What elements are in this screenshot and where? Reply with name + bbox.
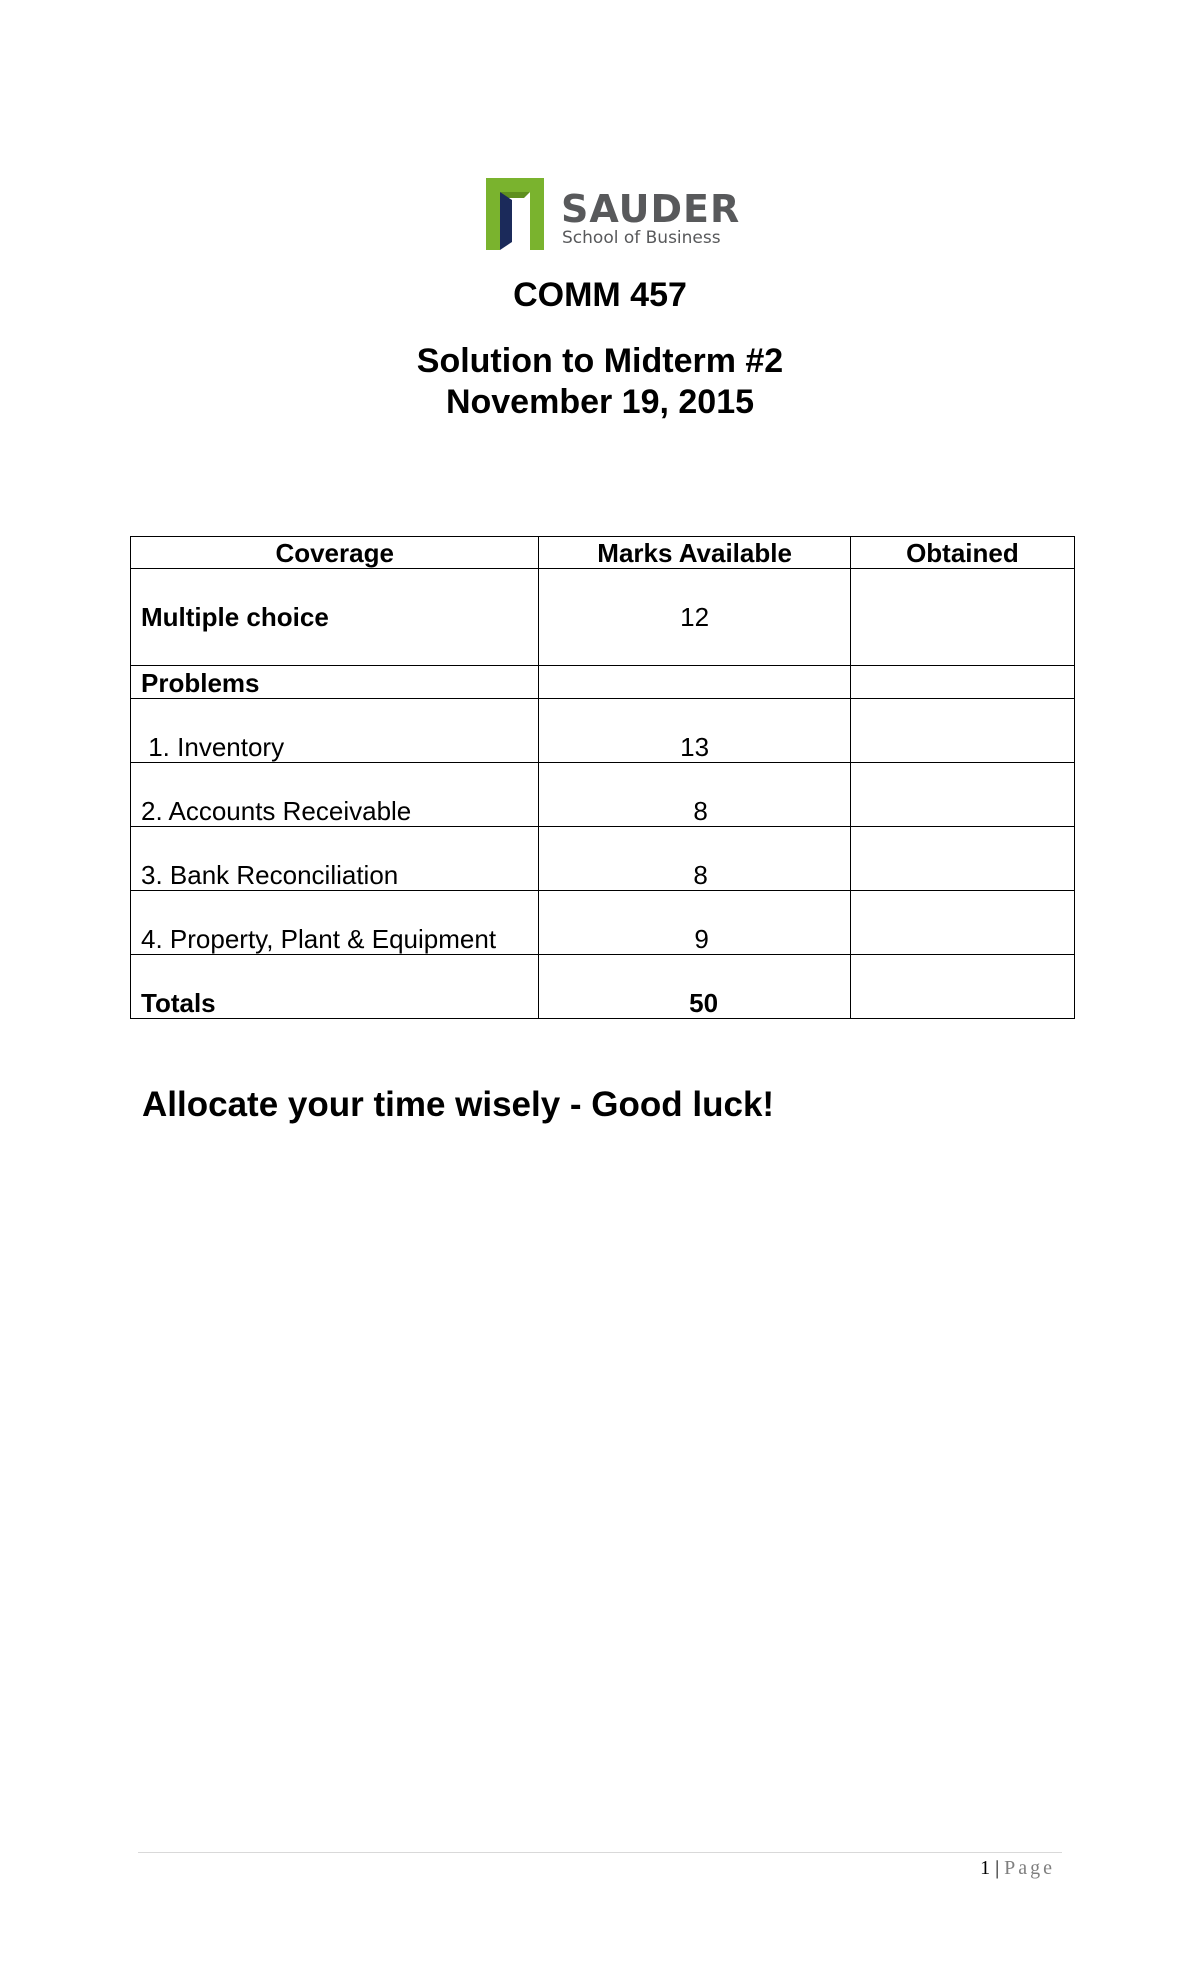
row-obtained — [850, 569, 1074, 666]
row-coverage: Problems — [131, 666, 539, 699]
row-obtained — [850, 891, 1074, 955]
table-row — [131, 955, 1075, 1019]
marks-table — [130, 536, 1075, 1019]
row-marks: 12 — [539, 569, 850, 666]
table-row — [131, 763, 1075, 827]
exam-title — [0, 341, 1200, 423]
logo-subtitle-text: School of Business — [562, 228, 721, 248]
row-obtained — [850, 955, 1074, 1019]
closing-message: Allocate your time wisely - Good luck! — [142, 1085, 775, 1124]
row-coverage: Multiple choice — [131, 569, 539, 666]
row-marks: 13 — [539, 699, 850, 763]
exam-title-line-1: Solution to Midterm #2 — [416, 342, 784, 380]
page-number: 1 — [980, 1857, 991, 1879]
page-word: Page — [1004, 1857, 1055, 1879]
sauder-door-icon — [486, 178, 546, 250]
row-obtained — [850, 666, 1074, 699]
logo-brand-text: SAUDER — [561, 187, 741, 231]
exam-date: November 19, 2015 — [445, 383, 755, 421]
row-obtained — [850, 699, 1074, 763]
header-coverage: Coverage — [131, 537, 539, 569]
page-separator: | — [995, 1857, 1000, 1879]
row-marks: 9 — [539, 891, 850, 955]
row-marks: 8 — [539, 763, 850, 827]
row-marks: 8 — [539, 827, 850, 891]
header-marks-available: Marks Available — [539, 537, 850, 569]
row-coverage: 4. Property, Plant & Equipment — [131, 891, 539, 955]
row-marks: 50 — [539, 955, 850, 1019]
table-row — [131, 827, 1075, 891]
table-row — [131, 891, 1075, 955]
row-coverage: 3. Bank Reconciliation — [131, 827, 539, 891]
row-coverage: Totals — [131, 955, 539, 1019]
course-code: COMM 457 — [513, 276, 687, 314]
sauder-logo — [486, 178, 746, 254]
footer-divider — [138, 1852, 1062, 1853]
row-marks — [539, 666, 850, 699]
table-row — [131, 699, 1075, 763]
table-row — [131, 569, 1075, 666]
header-obtained: Obtained — [850, 537, 1074, 569]
row-obtained — [850, 763, 1074, 827]
page-footer — [980, 1856, 1055, 1880]
row-coverage: 2. Accounts Receivable — [131, 763, 539, 827]
row-obtained — [850, 827, 1074, 891]
row-coverage: 1. Inventory — [131, 699, 539, 763]
table-row — [131, 666, 1075, 699]
table-header-row — [131, 537, 1075, 569]
